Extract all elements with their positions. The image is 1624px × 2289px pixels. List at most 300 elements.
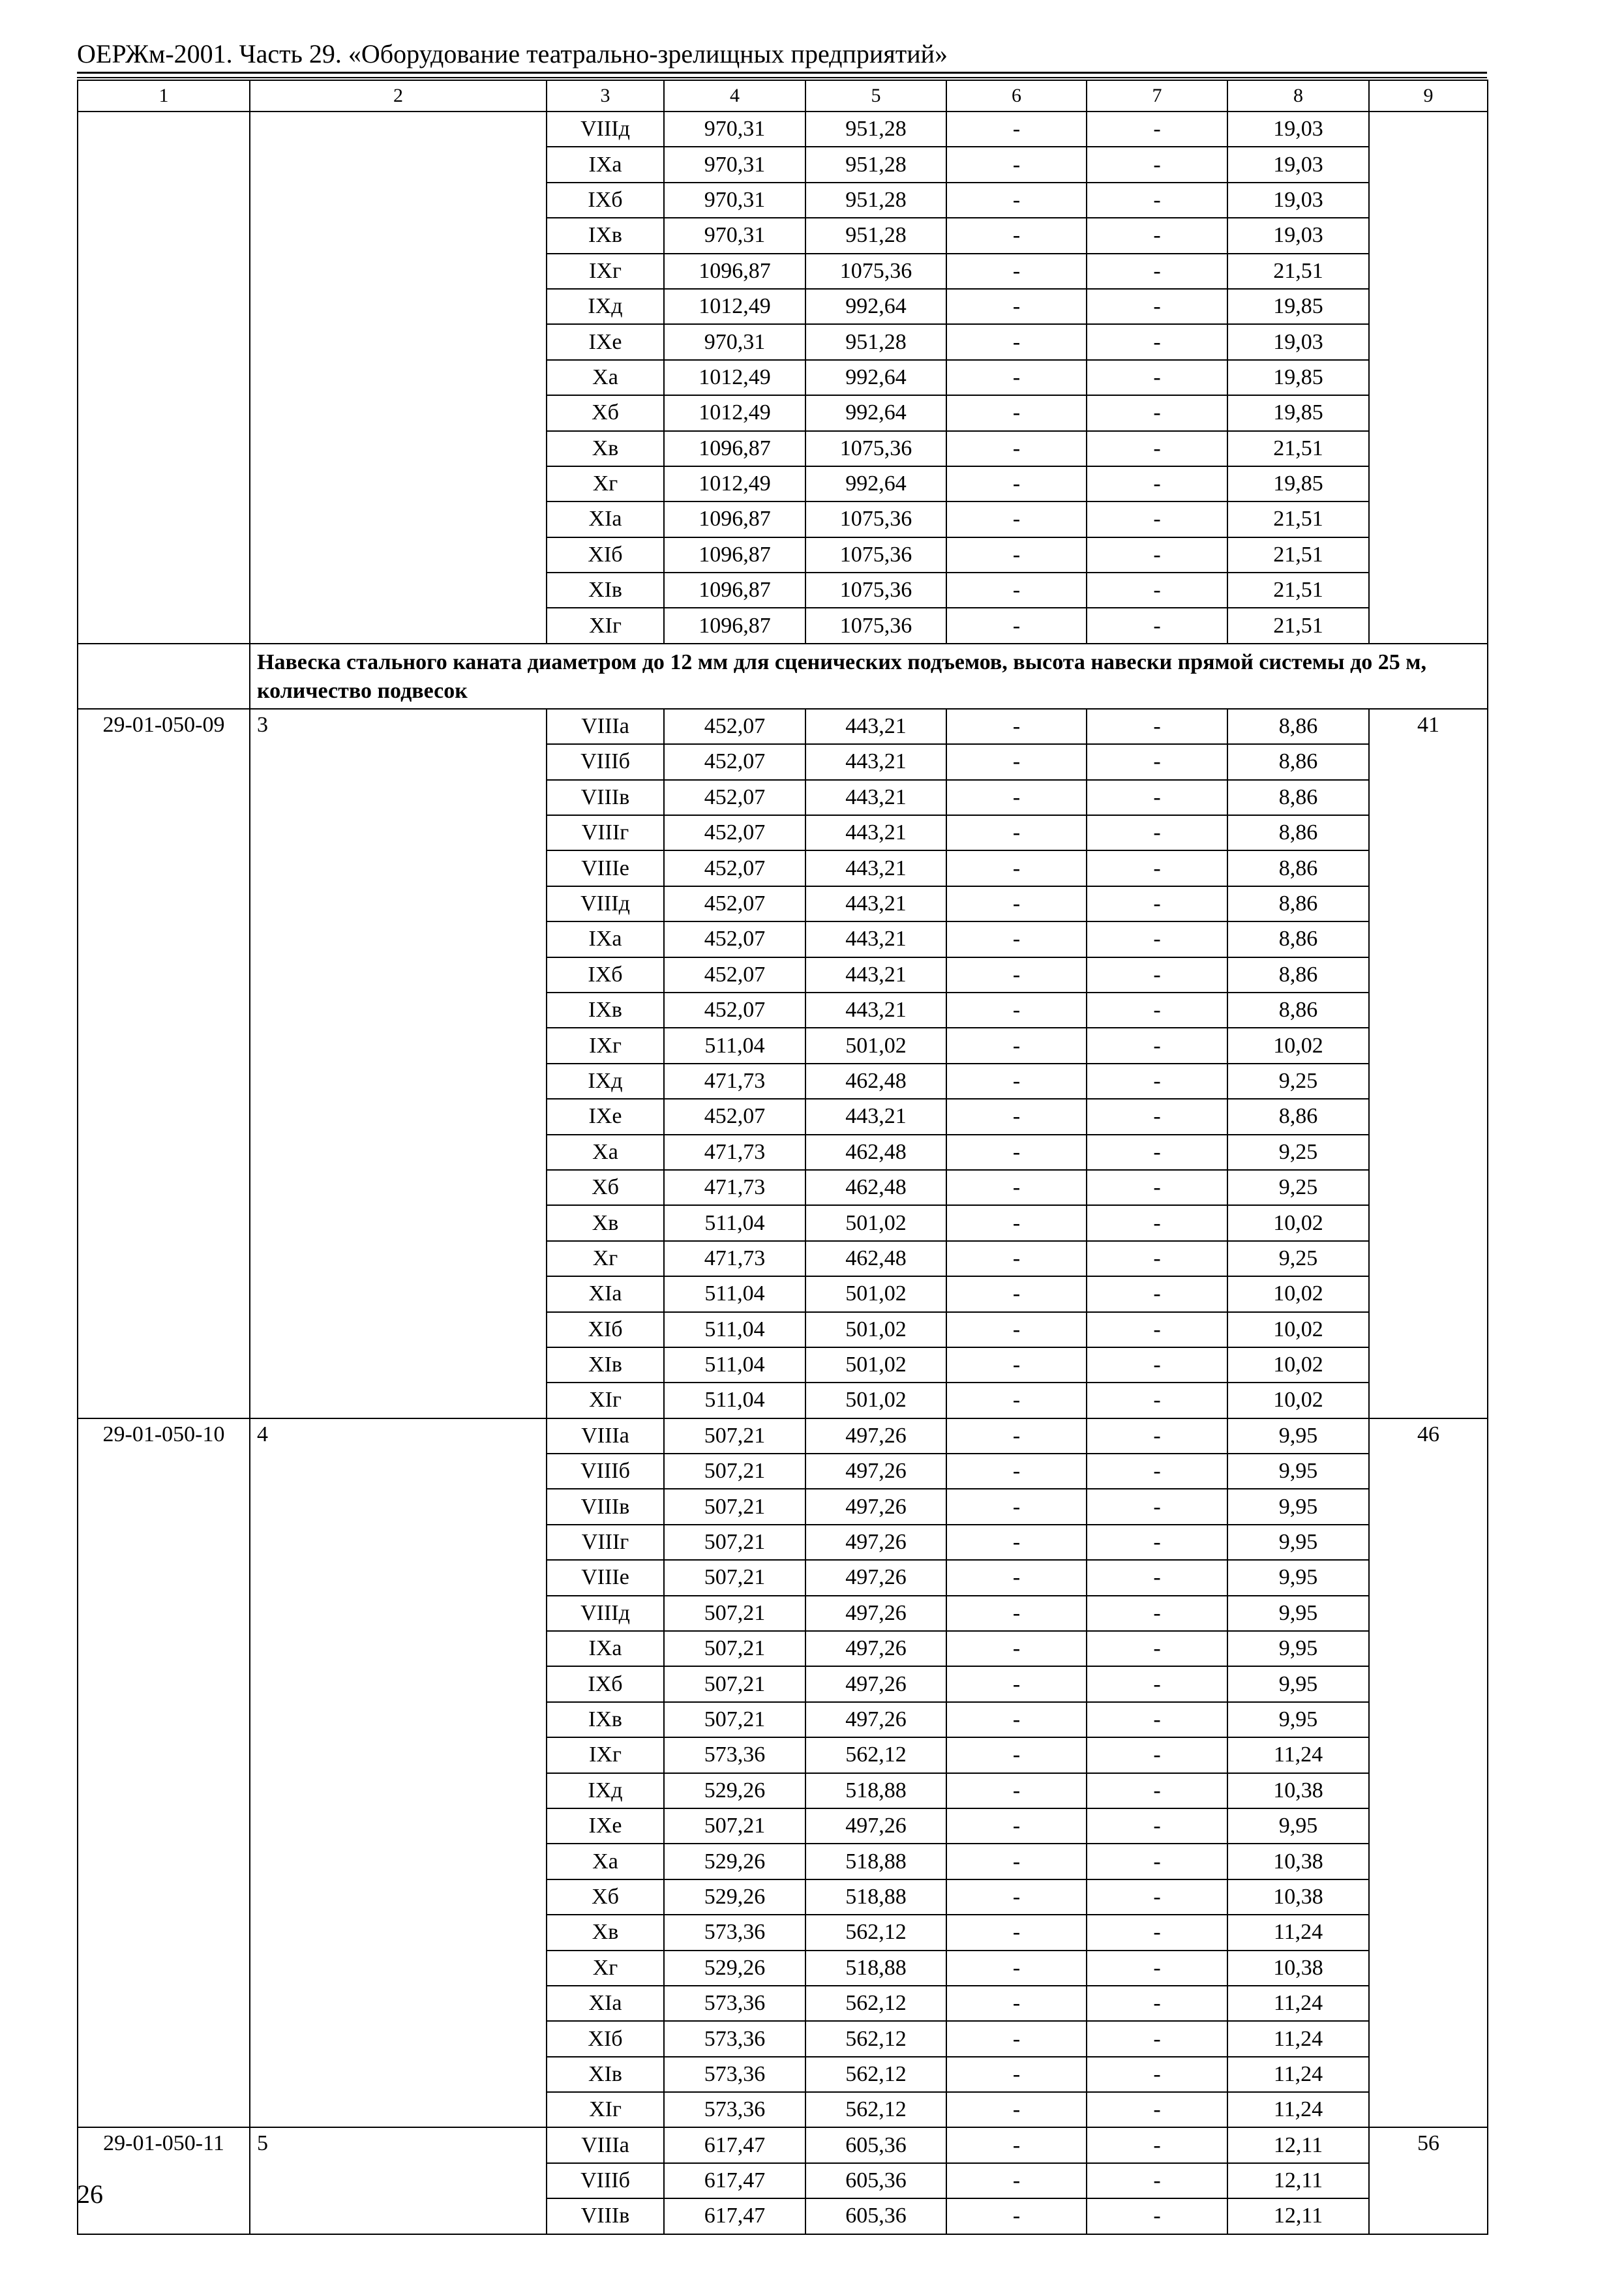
machine-cell: - — [946, 254, 1087, 289]
col9-cell — [1369, 112, 1488, 644]
total-cost-cell: 529,26 — [664, 1951, 805, 1986]
section-row — [78, 644, 1488, 709]
materials-cell: 11,24 — [1227, 2021, 1369, 2056]
wages-cell: 951,28 — [805, 324, 946, 359]
machine-cell: - — [946, 2198, 1087, 2234]
zone-cell: XIв — [547, 2057, 664, 2092]
total-cost-cell: 970,31 — [664, 147, 805, 182]
wages-cell: 992,64 — [805, 395, 946, 430]
total-cost-cell: 511,04 — [664, 1383, 805, 1418]
total-cost-cell: 1012,49 — [664, 466, 805, 501]
zone-cell: XIб — [547, 1312, 664, 1347]
total-cost-cell: 529,26 — [664, 1773, 805, 1808]
zone-cell: IXе — [547, 324, 664, 359]
machine-cell: - — [946, 1666, 1087, 1701]
wages-cell: 501,02 — [805, 1383, 946, 1418]
materials-cell: 8,86 — [1227, 886, 1369, 921]
machine-cell: - — [946, 1560, 1087, 1595]
wages-cell: 1075,36 — [805, 573, 946, 608]
wages-cell: 562,12 — [805, 1737, 946, 1773]
materials-cell: 19,85 — [1227, 289, 1369, 324]
wages-cell: 497,26 — [805, 1454, 946, 1489]
driver-wages-cell: - — [1087, 573, 1227, 608]
total-cost-cell: 1012,49 — [664, 289, 805, 324]
zone-cell: Xв — [547, 431, 664, 466]
machine-cell: - — [946, 183, 1087, 218]
table-row — [78, 1418, 1488, 1454]
materials-cell: 19,03 — [1227, 147, 1369, 182]
wages-cell: 562,12 — [805, 2021, 946, 2056]
wages-cell: 497,26 — [805, 1489, 946, 1524]
total-cost-cell: 573,36 — [664, 2021, 805, 2056]
zone-cell: VIIIг — [547, 1525, 664, 1560]
machine-cell: - — [946, 1312, 1087, 1347]
machine-cell: - — [946, 537, 1087, 573]
driver-wages-cell: - — [1087, 1170, 1227, 1205]
total-cost-cell: 507,21 — [664, 1454, 805, 1489]
wages-cell: 992,64 — [805, 466, 946, 501]
materials-cell: 11,24 — [1227, 2092, 1369, 2127]
driver-wages-cell: - — [1087, 1028, 1227, 1063]
wages-cell: 497,26 — [805, 1808, 946, 1844]
total-cost-cell: 1096,87 — [664, 608, 805, 643]
driver-wages-cell: - — [1087, 957, 1227, 993]
machine-cell: - — [946, 1489, 1087, 1524]
suspension-count: 5 — [250, 2127, 547, 2234]
total-cost-cell: 529,26 — [664, 1879, 805, 1915]
total-cost-cell: 511,04 — [664, 1312, 805, 1347]
driver-wages-cell: - — [1087, 1951, 1227, 1986]
zone-cell: VIIIв — [547, 1489, 664, 1524]
zone-cell: IXг — [547, 1737, 664, 1773]
materials-cell: 10,38 — [1227, 1773, 1369, 1808]
total-cost-cell: 1096,87 — [664, 537, 805, 573]
wages-cell: 443,21 — [805, 850, 946, 886]
materials-cell: 10,02 — [1227, 1383, 1369, 1418]
column-number: 3 — [547, 80, 664, 112]
driver-wages-cell: - — [1087, 147, 1227, 182]
zone-cell: XIг — [547, 2092, 664, 2127]
wages-cell: 462,48 — [805, 1135, 946, 1170]
wages-cell: 951,28 — [805, 218, 946, 253]
machine-cell: - — [946, 2057, 1087, 2092]
wages-cell: 1075,36 — [805, 431, 946, 466]
driver-wages-cell: - — [1087, 1454, 1227, 1489]
zone-cell: Xа — [547, 360, 664, 395]
total-cost-cell: 970,31 — [664, 324, 805, 359]
machine-cell: - — [946, 360, 1087, 395]
rate-code: 29-01-050-09 — [78, 709, 250, 1418]
materials-cell: 21,51 — [1227, 431, 1369, 466]
total-cost-cell: 452,07 — [664, 780, 805, 815]
driver-wages-cell: - — [1087, 2092, 1227, 2127]
wages-cell: 497,26 — [805, 1560, 946, 1595]
column-number: 1 — [78, 80, 250, 112]
wages-cell: 462,48 — [805, 1064, 946, 1099]
machine-cell: - — [946, 1135, 1087, 1170]
total-cost-cell: 529,26 — [664, 1844, 805, 1879]
header-rule — [77, 72, 1487, 74]
total-cost-cell: 507,21 — [664, 1525, 805, 1560]
col9-value: 46 — [1369, 1418, 1488, 2128]
zone-cell: IXд — [547, 1773, 664, 1808]
materials-cell: 19,03 — [1227, 183, 1369, 218]
driver-wages-cell: - — [1087, 1986, 1227, 2021]
total-cost-cell: 573,36 — [664, 1915, 805, 1950]
materials-cell: 19,85 — [1227, 360, 1369, 395]
driver-wages-cell: - — [1087, 1276, 1227, 1311]
total-cost-cell: 573,36 — [664, 1737, 805, 1773]
driver-wages-cell: - — [1087, 780, 1227, 815]
materials-cell: 9,95 — [1227, 1702, 1369, 1737]
driver-wages-cell: - — [1087, 183, 1227, 218]
rate-code: 29-01-050-11 — [78, 2127, 250, 2234]
column-number: 8 — [1227, 80, 1369, 112]
wages-cell: 497,26 — [805, 1702, 946, 1737]
machine-cell: - — [946, 2021, 1087, 2056]
driver-wages-cell: - — [1087, 1525, 1227, 1560]
total-cost-cell: 970,31 — [664, 218, 805, 253]
total-cost-cell: 970,31 — [664, 183, 805, 218]
machine-cell: - — [946, 1383, 1087, 1418]
wages-cell: 501,02 — [805, 1312, 946, 1347]
machine-cell: - — [946, 1879, 1087, 1915]
total-cost-cell: 1096,87 — [664, 573, 805, 608]
machine-cell: - — [946, 218, 1087, 253]
materials-cell: 19,03 — [1227, 112, 1369, 147]
total-cost-cell: 511,04 — [664, 1276, 805, 1311]
total-cost-cell: 617,47 — [664, 2127, 805, 2162]
materials-cell: 21,51 — [1227, 573, 1369, 608]
zone-cell: IXб — [547, 1666, 664, 1701]
driver-wages-cell: - — [1087, 1205, 1227, 1240]
driver-wages-cell: - — [1087, 850, 1227, 886]
driver-wages-cell: - — [1087, 324, 1227, 359]
materials-cell: 9,95 — [1227, 1560, 1369, 1595]
total-cost-cell: 452,07 — [664, 850, 805, 886]
total-cost-cell: 1096,87 — [664, 254, 805, 289]
table-body — [78, 80, 1488, 2234]
wages-cell: 443,21 — [805, 957, 946, 993]
machine-cell: - — [946, 1028, 1087, 1063]
zone-cell: VIIIа — [547, 1418, 664, 1454]
table-row — [78, 112, 1488, 147]
driver-wages-cell: - — [1087, 1383, 1227, 1418]
header-rule-thin — [77, 77, 1487, 78]
suspension-count: 3 — [250, 709, 547, 1418]
driver-wages-cell: - — [1087, 1312, 1227, 1347]
quantity-cell — [250, 112, 547, 644]
zone-cell: VIIIд — [547, 886, 664, 921]
machine-cell: - — [946, 395, 1087, 430]
wages-cell: 501,02 — [805, 1028, 946, 1063]
machine-cell: - — [946, 1596, 1087, 1631]
zone-cell: Xб — [547, 1170, 664, 1205]
zone-cell: Xв — [547, 1915, 664, 1950]
materials-cell: 11,24 — [1227, 1737, 1369, 1773]
total-cost-cell: 452,07 — [664, 744, 805, 779]
total-cost-cell: 507,21 — [664, 1702, 805, 1737]
wages-cell: 497,26 — [805, 1666, 946, 1701]
wages-cell: 605,36 — [805, 2127, 946, 2162]
zone-cell: XIа — [547, 1986, 664, 2021]
machine-cell: - — [946, 1064, 1087, 1099]
zone-cell: IXа — [547, 1631, 664, 1666]
driver-wages-cell: - — [1087, 466, 1227, 501]
total-cost-cell: 507,21 — [664, 1596, 805, 1631]
materials-cell: 21,51 — [1227, 254, 1369, 289]
machine-cell: - — [946, 1276, 1087, 1311]
column-number: 2 — [250, 80, 547, 112]
machine-cell: - — [946, 2092, 1087, 2127]
zone-cell: Xб — [547, 395, 664, 430]
materials-cell: 19,03 — [1227, 218, 1369, 253]
driver-wages-cell: - — [1087, 289, 1227, 324]
materials-cell: 19,85 — [1227, 395, 1369, 430]
driver-wages-cell: - — [1087, 2198, 1227, 2234]
wages-cell: 518,88 — [805, 1844, 946, 1879]
materials-cell: 12,11 — [1227, 2127, 1369, 2162]
zone-cell: IXб — [547, 957, 664, 993]
materials-cell: 21,51 — [1227, 501, 1369, 537]
wages-cell: 1075,36 — [805, 608, 946, 643]
driver-wages-cell: - — [1087, 1135, 1227, 1170]
wages-cell: 562,12 — [805, 2057, 946, 2092]
zone-cell: XIв — [547, 573, 664, 608]
materials-cell: 8,86 — [1227, 850, 1369, 886]
page-number: 26 — [77, 2179, 103, 2209]
materials-cell: 19,85 — [1227, 466, 1369, 501]
wages-cell: 951,28 — [805, 147, 946, 182]
rate-code: 29-01-050-10 — [78, 1418, 250, 2128]
zone-cell: Xг — [547, 1241, 664, 1276]
machine-cell: - — [946, 2163, 1087, 2198]
total-cost-cell: 511,04 — [664, 1205, 805, 1240]
column-number: 7 — [1087, 80, 1227, 112]
driver-wages-cell: - — [1087, 1241, 1227, 1276]
wages-cell: 605,36 — [805, 2163, 946, 2198]
total-cost-cell: 1096,87 — [664, 431, 805, 466]
machine-cell: - — [946, 957, 1087, 993]
total-cost-cell: 507,21 — [664, 1808, 805, 1844]
driver-wages-cell: - — [1087, 218, 1227, 253]
driver-wages-cell: - — [1087, 1879, 1227, 1915]
driver-wages-cell: - — [1087, 1737, 1227, 1773]
machine-cell: - — [946, 1205, 1087, 1240]
machine-cell: - — [946, 709, 1087, 744]
materials-cell: 8,86 — [1227, 921, 1369, 957]
wages-cell: 562,12 — [805, 1915, 946, 1950]
machine-cell: - — [946, 1099, 1087, 1134]
zone-cell: IXв — [547, 993, 664, 1028]
machine-cell: - — [946, 1454, 1087, 1489]
total-cost-cell: 452,07 — [664, 886, 805, 921]
materials-cell: 8,86 — [1227, 993, 1369, 1028]
driver-wages-cell: - — [1087, 921, 1227, 957]
wages-cell: 497,26 — [805, 1418, 946, 1454]
total-cost-cell: 617,47 — [664, 2163, 805, 2198]
column-number: 4 — [664, 80, 805, 112]
zone-cell: Xб — [547, 1879, 664, 1915]
materials-cell: 10,38 — [1227, 1951, 1369, 1986]
total-cost-cell: 573,36 — [664, 2092, 805, 2127]
zone-cell: VIIIа — [547, 709, 664, 744]
materials-cell: 9,95 — [1227, 1808, 1369, 1844]
wages-cell: 497,26 — [805, 1631, 946, 1666]
section-blank-cell — [78, 644, 250, 709]
machine-cell: - — [946, 886, 1087, 921]
materials-cell: 8,86 — [1227, 709, 1369, 744]
zone-cell: IXе — [547, 1808, 664, 1844]
driver-wages-cell: - — [1087, 501, 1227, 537]
total-cost-cell: 452,07 — [664, 1099, 805, 1134]
zone-cell: IXа — [547, 147, 664, 182]
machine-cell: - — [946, 780, 1087, 815]
total-cost-cell: 507,21 — [664, 1631, 805, 1666]
machine-cell: - — [946, 573, 1087, 608]
zone-cell: VIIIб — [547, 744, 664, 779]
wages-cell: 518,88 — [805, 1879, 946, 1915]
wages-cell: 992,64 — [805, 360, 946, 395]
materials-cell: 19,03 — [1227, 324, 1369, 359]
driver-wages-cell: - — [1087, 2127, 1227, 2162]
driver-wages-cell: - — [1087, 1702, 1227, 1737]
materials-cell: 10,02 — [1227, 1028, 1369, 1063]
zone-cell: IXа — [547, 921, 664, 957]
zone-cell: IXд — [547, 1064, 664, 1099]
zone-cell: Xв — [547, 1205, 664, 1240]
zone-cell: IXв — [547, 1702, 664, 1737]
suspension-count: 4 — [250, 1418, 547, 2128]
machine-cell: - — [946, 1241, 1087, 1276]
column-number: 5 — [805, 80, 946, 112]
driver-wages-cell: - — [1087, 1560, 1227, 1595]
zone-cell: XIг — [547, 608, 664, 643]
machine-cell: - — [946, 1915, 1087, 1950]
driver-wages-cell: - — [1087, 1844, 1227, 1879]
total-cost-cell: 507,21 — [664, 1489, 805, 1524]
zone-cell: VIIIв — [547, 780, 664, 815]
driver-wages-cell: - — [1087, 112, 1227, 147]
total-cost-cell: 617,47 — [664, 2198, 805, 2234]
zone-cell: XIб — [547, 537, 664, 573]
machine-cell: - — [946, 850, 1087, 886]
driver-wages-cell: - — [1087, 815, 1227, 850]
materials-cell: 9,25 — [1227, 1241, 1369, 1276]
machine-cell: - — [946, 289, 1087, 324]
driver-wages-cell: - — [1087, 1489, 1227, 1524]
driver-wages-cell: - — [1087, 395, 1227, 430]
wages-cell: 605,36 — [805, 2198, 946, 2234]
wages-cell: 501,02 — [805, 1347, 946, 1383]
machine-cell: - — [946, 466, 1087, 501]
table-row — [78, 2127, 1488, 2162]
wages-cell: 443,21 — [805, 744, 946, 779]
materials-cell: 9,95 — [1227, 1418, 1369, 1454]
machine-cell: - — [946, 1773, 1087, 1808]
wages-cell: 443,21 — [805, 921, 946, 957]
materials-cell: 10,38 — [1227, 1844, 1369, 1879]
machine-cell: - — [946, 815, 1087, 850]
section-title: Навеска стального каната диаметром до 12 мм для сценических подъемов, высота навески прямой системы до 25 м, количество подвесок — [250, 644, 1488, 709]
materials-cell: 9,25 — [1227, 1135, 1369, 1170]
wages-cell: 951,28 — [805, 112, 946, 147]
wages-cell: 443,21 — [805, 780, 946, 815]
total-cost-cell: 452,07 — [664, 957, 805, 993]
machine-cell: - — [946, 1525, 1087, 1560]
machine-cell: - — [946, 921, 1087, 957]
materials-cell: 9,95 — [1227, 1666, 1369, 1701]
materials-cell: 8,86 — [1227, 1099, 1369, 1134]
machine-cell: - — [946, 1702, 1087, 1737]
column-number: 9 — [1369, 80, 1488, 112]
total-cost-cell: 1012,49 — [664, 360, 805, 395]
materials-cell: 8,86 — [1227, 744, 1369, 779]
driver-wages-cell: - — [1087, 1418, 1227, 1454]
materials-cell: 10,02 — [1227, 1347, 1369, 1383]
zone-cell: XIб — [547, 2021, 664, 2056]
machine-cell: - — [946, 744, 1087, 779]
total-cost-cell: 452,07 — [664, 993, 805, 1028]
total-cost-cell: 507,21 — [664, 1560, 805, 1595]
driver-wages-cell: - — [1087, 886, 1227, 921]
driver-wages-cell: - — [1087, 1631, 1227, 1666]
materials-cell: 12,11 — [1227, 2163, 1369, 2198]
materials-cell: 10,38 — [1227, 1879, 1369, 1915]
materials-cell: 10,02 — [1227, 1312, 1369, 1347]
machine-cell: - — [946, 608, 1087, 643]
zone-cell: VIIIе — [547, 850, 664, 886]
wages-cell: 497,26 — [805, 1596, 946, 1631]
zone-cell: IXв — [547, 218, 664, 253]
materials-cell: 9,25 — [1227, 1170, 1369, 1205]
total-cost-cell: 573,36 — [664, 1986, 805, 2021]
zone-cell: XIг — [547, 1383, 664, 1418]
total-cost-cell: 1012,49 — [664, 395, 805, 430]
materials-cell: 9,95 — [1227, 1454, 1369, 1489]
wages-cell: 1075,36 — [805, 537, 946, 573]
zone-cell: XIв — [547, 1347, 664, 1383]
wages-cell: 443,21 — [805, 1099, 946, 1134]
driver-wages-cell: - — [1087, 2021, 1227, 2056]
zone-cell: VIIIд — [547, 112, 664, 147]
machine-cell: - — [946, 431, 1087, 466]
total-cost-cell: 452,07 — [664, 709, 805, 744]
wages-cell: 497,26 — [805, 1525, 946, 1560]
materials-cell: 11,24 — [1227, 1915, 1369, 1950]
zone-cell: VIIIд — [547, 1596, 664, 1631]
materials-cell: 10,02 — [1227, 1205, 1369, 1240]
column-number-row — [78, 80, 1488, 112]
zone-cell: VIIIб — [547, 1454, 664, 1489]
zone-cell: Xг — [547, 1951, 664, 1986]
wages-cell: 951,28 — [805, 183, 946, 218]
wages-cell: 443,21 — [805, 815, 946, 850]
materials-cell: 10,02 — [1227, 1276, 1369, 1311]
total-cost-cell: 452,07 — [664, 815, 805, 850]
driver-wages-cell: - — [1087, 744, 1227, 779]
total-cost-cell: 511,04 — [664, 1347, 805, 1383]
zone-cell: IXе — [547, 1099, 664, 1134]
machine-cell: - — [946, 501, 1087, 537]
wages-cell: 562,12 — [805, 1986, 946, 2021]
driver-wages-cell: - — [1087, 993, 1227, 1028]
driver-wages-cell: - — [1087, 537, 1227, 573]
materials-cell: 9,95 — [1227, 1525, 1369, 1560]
wages-cell: 443,21 — [805, 993, 946, 1028]
wages-cell: 992,64 — [805, 289, 946, 324]
wages-cell: 462,48 — [805, 1241, 946, 1276]
